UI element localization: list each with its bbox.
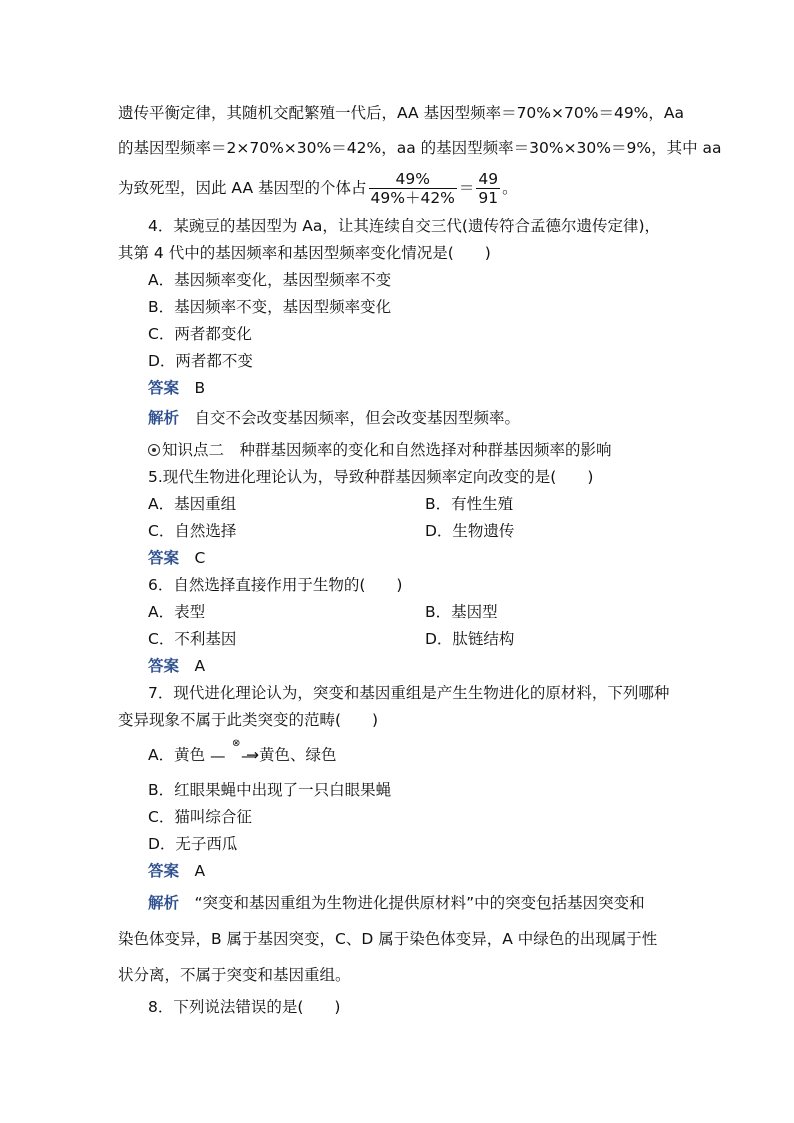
- knowledge-point-heading: [148, 440, 612, 460]
- option-a-result: →黄色、绿色: [246, 746, 337, 764]
- fraction: [369, 170, 457, 207]
- option-b: B．红眼果蝇中出现了一只白眼果蝇: [148, 781, 392, 799]
- answer-value: A: [194, 657, 206, 675]
- option-b: B．基因频率不变，基因型频率变化: [148, 298, 392, 316]
- answer-label: 答案: [148, 549, 180, 567]
- fraction-denominator: 49%＋42%: [370, 189, 455, 207]
- period: 。: [502, 179, 518, 197]
- explanation-text: “突变和基因重组为生物进化提供原材料”中的突变包括基因突变和: [194, 894, 645, 912]
- answer-label: 答案: [148, 862, 180, 880]
- option-c: C．猫叫综合征: [148, 808, 252, 826]
- option-c: C．自然选择: [148, 522, 237, 540]
- solution-line-fraction: [118, 168, 518, 208]
- knowledge-point-text: 知识点二 种群基因频率的变化和自然选择对种群基因频率的影响: [162, 441, 612, 459]
- explanation-text: 自交不会改变基因频率，但会改变基因型频率。: [194, 409, 521, 427]
- question-stem: 8．下列说法错误的是( ): [148, 998, 341, 1016]
- option-c: C．不利基因: [148, 630, 237, 648]
- answer-label: 答案: [148, 379, 180, 397]
- self-cross-icon: ⊗: [232, 737, 241, 749]
- option-d: D．两者都不变: [148, 352, 253, 370]
- solution-line: 的基因型频率＝2×70%×30%＝42%，aa 的基因型频率＝30%×30%＝9%，其中 aa: [118, 139, 722, 157]
- answer-line: [148, 861, 205, 881]
- option-a: A．基因重组: [148, 495, 237, 513]
- self-cross-arrow: [210, 737, 257, 766]
- question-stem: 6．自然选择直接作用于生物的( ): [148, 576, 403, 594]
- option-a-prefix: A．黄色: [148, 746, 206, 764]
- explanation-label: 解析: [148, 409, 180, 427]
- option-c: C．两者都变化: [148, 325, 252, 343]
- solution-text: 为致死型，因此 AA 基因型的个体占: [118, 179, 367, 197]
- target-icon: [148, 444, 160, 456]
- fraction-numerator: 49: [478, 170, 499, 188]
- explanation-line: [148, 408, 520, 428]
- explanation-line: [148, 893, 645, 913]
- explanation-line: 状分离，不属于突变和基因重组。: [118, 966, 351, 984]
- question-stem: 变异现象不属于此类突变的范畴( ): [118, 711, 379, 729]
- option-d: D．无子西瓜: [148, 835, 238, 853]
- question-stem: 7．现代进化理论认为，突变和基因重组是产生生物进化的原材料，下列哪种: [148, 684, 670, 702]
- explanation-line: 染色体变异，B 属于基因突变，C、D 属于染色体变异，A 中绿色的出现属于性: [118, 930, 658, 948]
- option-a: A．基因频率变化，基因型频率不变: [148, 271, 392, 289]
- answer-value: B: [194, 379, 206, 397]
- option-a: A．表型: [148, 603, 206, 621]
- cross-dash: — —: [210, 746, 257, 765]
- option-a: [148, 737, 337, 766]
- question-stem: 其第 4 代中的基因频率和基因型频率变化情况是( ): [118, 244, 491, 262]
- option-b: B．有性生殖: [425, 495, 514, 513]
- question-stem: 4．某豌豆的基因型为 Aa，让其连续自交三代(遗传符合孟德尔遗传定律)，: [148, 217, 660, 235]
- option-b: B．基因型: [425, 603, 498, 621]
- explanation-label: 解析: [148, 894, 180, 912]
- fraction-numerator: 49%: [369, 170, 457, 189]
- answer-value: A: [194, 862, 206, 880]
- fraction: [476, 170, 500, 207]
- equals-sign: ＝: [458, 179, 475, 197]
- question-stem: 5.现代生物进化理论认为，导致种群基因频率定向改变的是( ): [148, 468, 594, 486]
- option-d: D．肽链结构: [425, 630, 515, 648]
- answer-value: C: [194, 549, 206, 567]
- solution-line: 遗传平衡定律，其随机交配繁殖一代后，AA 基因型频率＝70%×70%＝49%，Aa: [118, 104, 685, 122]
- answer-line: [148, 548, 205, 568]
- answer-label: 答案: [148, 657, 180, 675]
- fraction-denominator: 91: [478, 189, 499, 207]
- answer-line: [148, 378, 205, 398]
- option-d: D．生物遗传: [425, 522, 515, 540]
- answer-line: [148, 656, 205, 676]
